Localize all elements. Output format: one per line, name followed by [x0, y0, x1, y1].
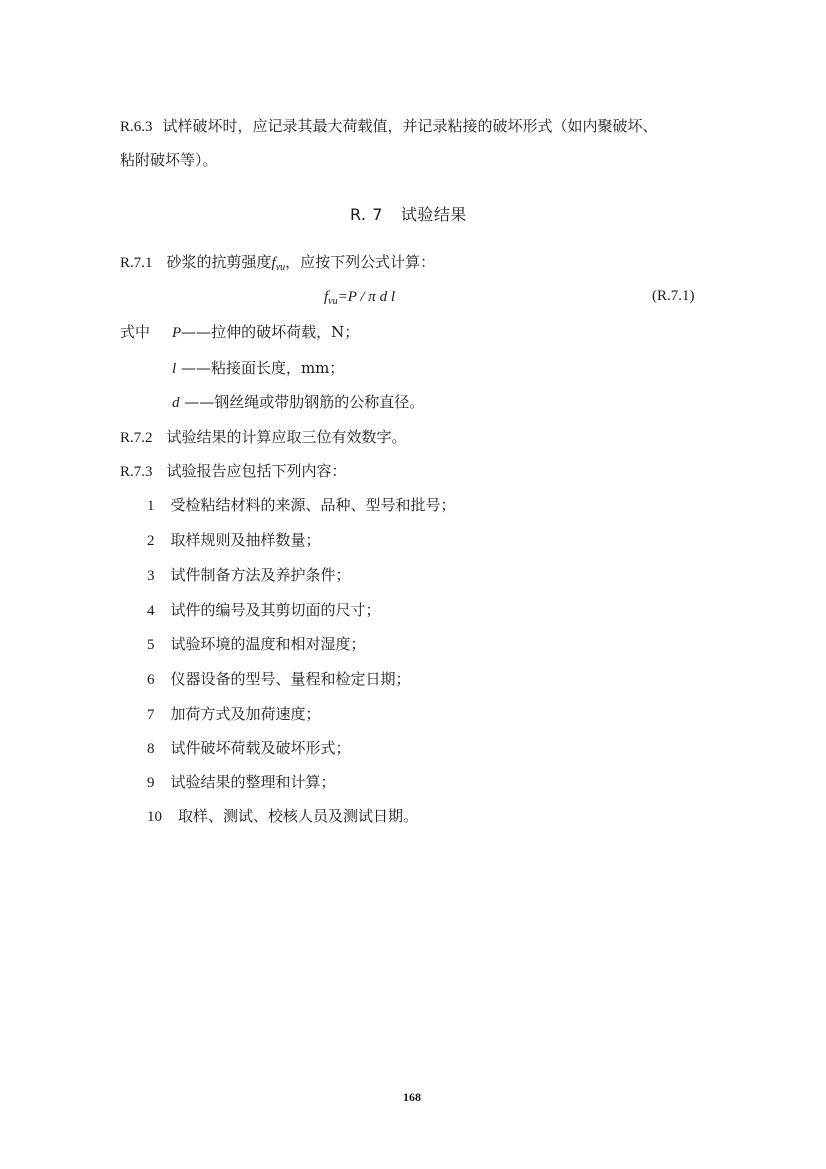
clause-text: 试验报告应包括下列内容：: [166, 462, 347, 480]
list-item: [147, 704, 321, 725]
formula-rhs: =P / π d l: [337, 289, 395, 305]
list-text: 试件的编号及其剪切面的尺寸；: [170, 601, 381, 619]
list-number: 1: [147, 498, 155, 514]
list-text: 取样规则及抽样数量；: [170, 531, 321, 549]
list-number: 4: [147, 603, 155, 619]
where-dash: ——: [176, 359, 211, 377]
clause-r63-line2: 粘附破坏等）。: [120, 151, 218, 169]
page-number: 168: [403, 1090, 421, 1104]
list-number: 3: [147, 568, 155, 584]
where-symbol: d: [172, 395, 180, 411]
formula-label: (R.7.1): [652, 288, 695, 304]
list-number: 2: [147, 533, 155, 549]
formula-lhs-subscript: vu: [328, 296, 338, 307]
list-number: 9: [147, 775, 155, 791]
section-number: R. 7: [350, 205, 383, 224]
where-text: 粘接面长度，mm；: [210, 359, 345, 377]
where-intro: 式中: [120, 323, 151, 341]
list-number: 6: [147, 672, 155, 688]
section-heading: [350, 205, 467, 225]
clause-r73: [120, 461, 347, 482]
symbol-subscript: vu: [275, 262, 286, 273]
list-item: [147, 530, 321, 551]
symbol-f: f: [271, 255, 276, 271]
clause-number: R.7.3: [120, 464, 153, 480]
list-number: 5: [147, 637, 155, 653]
where-text: 钢丝绳或带肋钢筋的公称直径。: [214, 393, 425, 411]
where-item-l: [172, 358, 344, 379]
where-item-p: [172, 322, 359, 343]
list-text: 加荷方式及加荷速度；: [170, 705, 321, 723]
formula: [324, 286, 395, 312]
list-text: 取样、测试、校核人员及测试日期。: [178, 807, 419, 825]
clause-number: R.6.3: [120, 119, 153, 135]
list-item: [147, 634, 366, 655]
list-text: 仪器设备的型号、量程和检定日期；: [170, 670, 411, 688]
list-item: [147, 669, 411, 690]
clause-r72: [120, 427, 407, 448]
clause-text-after: ，应按下列公式计算：: [285, 253, 436, 271]
list-text: 受检粘结材料的来源、品种、型号和批号；: [170, 496, 456, 514]
where-dash: ——: [181, 323, 212, 341]
clause-text: 砂浆的抗剪强度: [166, 253, 272, 271]
list-item: [147, 565, 351, 586]
clause-text: 试验结果的计算应取三位有效数字。: [166, 428, 407, 446]
section-title: 试验结果: [400, 205, 467, 224]
list-item: [147, 738, 351, 759]
list-number: 7: [147, 707, 155, 723]
where-item-d: [172, 392, 424, 413]
where-symbol: P: [172, 325, 182, 341]
list-text: 试验结果的整理和计算；: [170, 773, 336, 791]
formula-lhs: f: [324, 289, 329, 305]
list-item: [147, 772, 336, 793]
list-item: [147, 495, 456, 516]
list-text: 试件制备方法及养护条件；: [170, 566, 351, 584]
clause-r63-line1: [120, 116, 658, 137]
list-item: [147, 600, 381, 621]
clause-number: R.7.1: [120, 255, 153, 271]
list-item: [147, 806, 418, 827]
clause-number: R.7.2: [120, 430, 153, 446]
list-text: 试验环境的温度和相对湿度；: [170, 635, 366, 653]
where-symbol: l: [172, 361, 177, 377]
list-text: 试件破坏荷载及破坏形式；: [170, 739, 351, 757]
where-dash: ——: [179, 393, 215, 411]
clause-r71: [120, 252, 435, 278]
list-number: 8: [147, 741, 155, 757]
list-number: 10: [147, 809, 162, 825]
clause-text: 试样破坏时，应记录其最大荷载值，并记录粘接的破坏形式（如内聚破坏、: [162, 117, 658, 135]
where-text: 拉伸的破坏荷载，N；: [211, 323, 360, 341]
